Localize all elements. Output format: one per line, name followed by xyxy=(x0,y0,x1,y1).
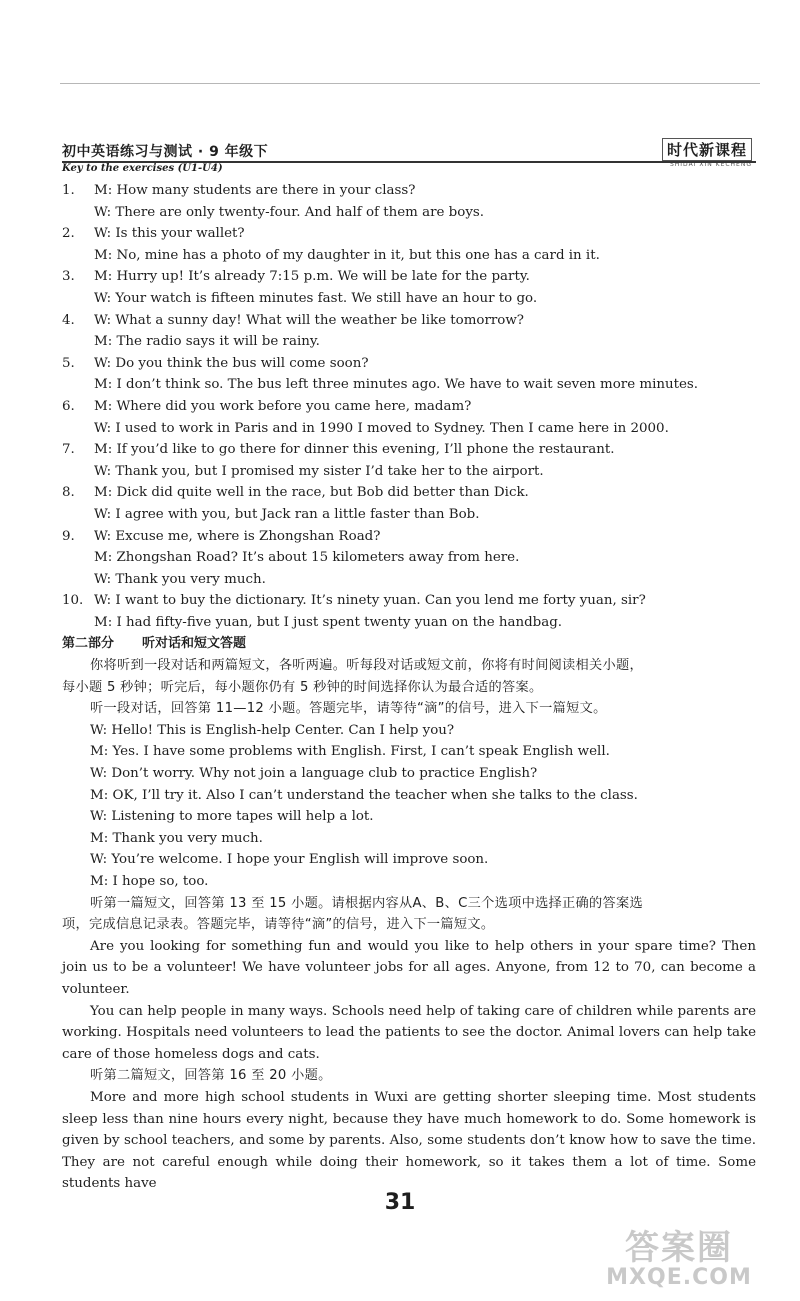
page-content xyxy=(62,180,756,1195)
conversation-line: M: Thank you very much. xyxy=(90,830,263,846)
conversation-line: W: You’re welcome. I hope your English will improve soon. xyxy=(90,852,489,868)
passage1-instruction-line-1: 听第一篇短文，回答第 13 至 15 小题。请根据内容从A、B、C三个选项中选择正确的答案选 xyxy=(90,895,643,911)
dialogue-7-line-2: W: Thank you, but I promised my sister I’d take her to the airport. xyxy=(94,463,544,479)
watermark-logo xyxy=(594,1220,764,1290)
conversation-line: W: Hello! This is English-help Center. Can I help you? xyxy=(90,722,455,738)
item-number: 2. xyxy=(62,226,75,242)
conversation-line: M: OK, I’ll try it. Also I can’t understand the teacher when she talks to the class. xyxy=(90,787,638,803)
dialogue-3-line-1: 3. M: Hurry up! It’s already 7:15 p.m. We will be late for the party. xyxy=(62,266,756,288)
dialogue-9-line-1: 9. W: Excuse me, where is Zhongshan Road? xyxy=(62,526,756,548)
brand-pinyin: SHIDAI XIN KECHENG xyxy=(669,161,752,168)
dialogue-7-line-1: 7. M: If you’d like to go there for dinner this evening, I’ll phone the restaurant. xyxy=(62,439,756,461)
part2-label: 第二部分 xyxy=(62,636,115,652)
dialogue-6-line-1: 6. M: Where did you work before you came here, madam? xyxy=(62,396,756,418)
dialogue-4-line-2: M: The radio says it will be rainy. xyxy=(94,334,320,350)
dialogue-5-line-1: 5. W: Do you think the bus will come soon? xyxy=(62,353,756,375)
conversation-line: W: Listening to more tapes will help a lot. xyxy=(90,809,374,825)
dialogue-5-line-2: M: I don’t think so. The bus left three minutes ago. We have to wait seven more minutes. xyxy=(94,377,699,393)
dialogue-10-line-1: 10. W: I want to buy the dictionary. It’s ninety yuan. Can you lend me forty yuan, sir? xyxy=(62,590,756,612)
item-number: 10. xyxy=(62,593,84,609)
passage1-paragraph-2: You can help people in many ways. Schools need help of taking care of children while parents are working. Hospitals need volunteers to lead the patients to see the doctor. Animal lovers can help take care of those homeless dogs and cats. xyxy=(62,1003,756,1062)
dialogue-9-line-3: W: Thank you very much. xyxy=(94,571,266,587)
key-title: Key to the exercises (U1-U4) xyxy=(62,163,223,174)
dialogue-3-line-2: W: Your watch is fifteen minutes fast. We still have an hour to go. xyxy=(94,290,538,306)
brand-name: 时代新课程 xyxy=(662,138,752,161)
dialogue-2-line-2: M: No, mine has a photo of my daughter in it, but this one has a card in it. xyxy=(94,247,600,263)
brand-logo xyxy=(612,138,752,168)
dialogue-4-line-1: 4. W: What a sunny day! What will the weather be like tomorrow? xyxy=(62,310,756,332)
part2-instruction-line-2: 每小题 5 秒钟；听完后，每小题你仍有 5 秒钟的时间选择你认为最合适的答案。 xyxy=(62,679,543,695)
item-number: 6. xyxy=(62,398,75,414)
item-number: 3. xyxy=(62,269,75,285)
part2-title: 听对话和短文答题 xyxy=(142,636,247,652)
dialogue-8-line-2: W: I agree with you, but Jack ran a little faster than Bob. xyxy=(94,506,480,522)
conversation-line: W: Don’t worry. Why not join a language club to practice English? xyxy=(90,766,538,782)
passage1-instruction-line-2: 项，完成信息记录表。答题完毕，请等待“滴”的信号，进入下一篇短文。 xyxy=(62,917,495,933)
passage2-paragraph-1: More and more high school students in Wuxi are getting shorter sleeping time. Most students sleep less than nine hours every night, because they have much homework to do. Some homework is given by school teachers, and some by parents. Also, some students don’t know how to save the time. They are not careful enough while doing their homework, so it takes them a lot of time. Some students have xyxy=(62,1089,756,1192)
part2-heading xyxy=(62,633,756,655)
dialogue-1-line-1: 1. M: How many students are there in your class? xyxy=(62,180,756,202)
dialogue-2-line-1: 2. W: Is this your wallet? xyxy=(62,223,756,245)
page-number: 31 xyxy=(384,1190,416,1215)
watermark-text-en: MXQE.COM xyxy=(606,1265,752,1290)
conversation-line: M: I hope so, too. xyxy=(90,874,209,889)
dialogue-8-line-1: 8. M: Dick did quite well in the race, but Bob did better than Dick. xyxy=(62,482,756,504)
dialogue-9-line-2: M: Zhongshan Road? It’s about 15 kilometers away from here. xyxy=(94,550,520,566)
dialogue-instruction: 听一段对话，回答第 11—12 小题。答题完毕，请等待“滴”的信号，进入下一篇短文。 xyxy=(90,701,607,717)
passage2-instruction: 听第二篇短文，回答第 16 至 20 小题。 xyxy=(90,1068,332,1084)
item-number: 4. xyxy=(62,312,75,328)
item-number: 8. xyxy=(62,485,75,501)
dialogue-list xyxy=(62,180,756,633)
dialogue-10-line-2: M: I had fifty-five yuan, but I just spent twenty yuan on the handbag. xyxy=(94,614,563,630)
dialogue-1-line-2: W: There are only twenty-four. And half of them are boys. xyxy=(94,204,485,220)
conversation-line: M: Yes. I have some problems with English. First, I can’t speak English well. xyxy=(90,744,610,760)
watermark-text-cn: 答案圈 xyxy=(625,1228,733,1268)
dialogue-6-line-2: W: I used to work in Paris and in 1990 I moved to Sydney. Then I came here in 2000. xyxy=(94,420,669,436)
item-number: 9. xyxy=(62,528,75,544)
part2-instruction-line-1: 你将听到一段对话和两篇短文，各听两遍。听每段对话或短文前，你将有时间阅读相关小题， xyxy=(90,658,643,674)
item-number: 5. xyxy=(62,355,75,371)
item-number: 7. xyxy=(62,442,75,458)
book-title: 初中英语练习与测试 · 9 年级下 xyxy=(62,144,269,160)
top-rule xyxy=(60,83,760,84)
passage1-paragraph-1: Are you looking for something fun and would you like to help others in your spare time? Then join us to be a volunteer! We have volunteer jobs for all ages. Anyone, from 12 to 70, can become a volunteer. xyxy=(62,938,756,997)
item-number: 1. xyxy=(62,183,75,198)
